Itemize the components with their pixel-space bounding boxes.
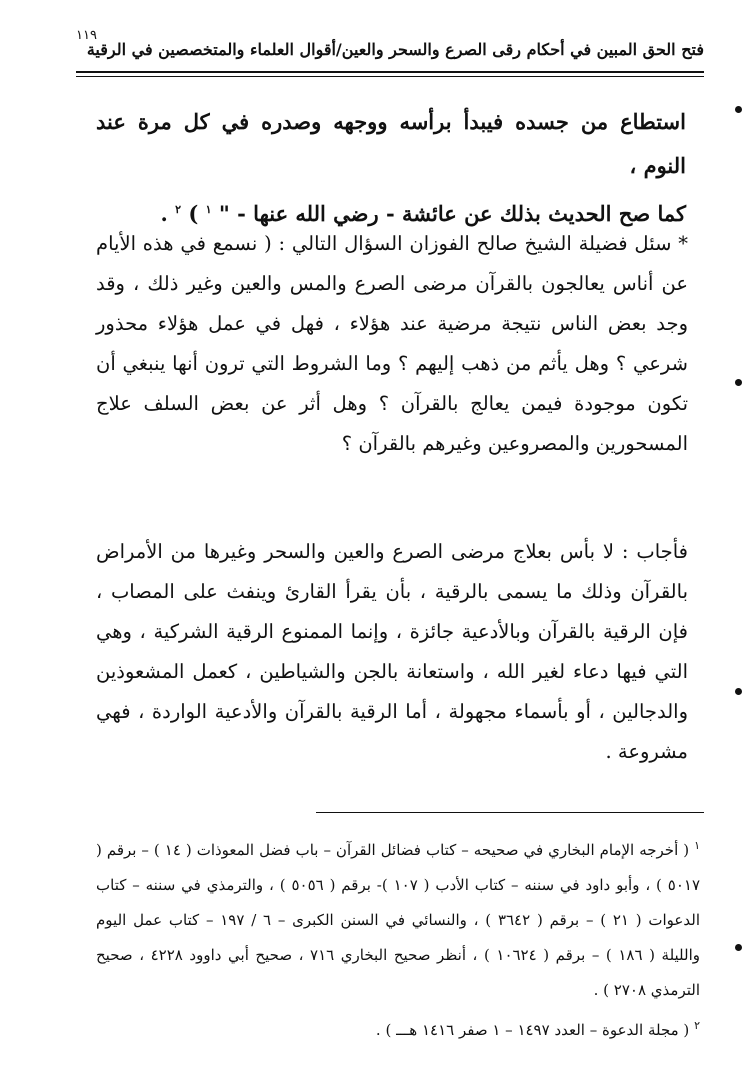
page-number: ١١٩ [76, 28, 97, 43]
footnote-2 [96, 1008, 700, 1048]
footnotes [96, 828, 700, 1048]
footnote-1-number: ١ [694, 839, 700, 852]
footnote-separator [316, 812, 704, 813]
running-header [76, 28, 704, 68]
footnote-2-number: ٢ [694, 1019, 700, 1032]
footnote-2-text: ( مجلة الدعوة – العدد ١٤٩٧ – ١ صفر ١٤١٦ هـــ ) . [375, 1021, 690, 1039]
margin-dot-4 [735, 944, 742, 951]
question-paragraph [96, 224, 688, 464]
header-rule-thin [76, 76, 704, 77]
book-title: فتح الحق المبين في أحكام رقى الصرع والسحر والعين/أقوال العلماء والمتخصصين في الرقية [86, 40, 704, 59]
lead-line-2: كما صح الحديث بذلك عن عائشة - رضي الله عنها - " [211, 201, 686, 226]
footnote-ref-1: ١ [205, 203, 212, 216]
footnote-ref-2: ٢ [175, 203, 182, 216]
header-rule [76, 71, 704, 73]
margin-dot-1 [735, 106, 742, 113]
lead-paragraph [96, 100, 686, 236]
footnote-1-text: ( أخرجه الإمام البخاري في صحيحه – كتاب فضائل القرآن – باب فضل المعوذات ( ١٤ ) – برقم ( ٥٠١٧ ) ، وأبو داود في سننه – كتاب الأدب ( ١٠٧ )- برقم ( ٥٠٥٦ ) ، والترمذي في سننه – كتاب الدعوات ( ٢١ ) – برقم ( ٣٦٤٢ ) ، والنسائي في السنن الكبرى – ٦ / ١٩٧ – كتاب عمل اليوم والليلة ( ١٨٦ ) – برقم ( ١٠٦٢٤ ) ، أنظر صحيح البخاري ٧١٦ ، صحيح أبي داوود ٤٢٢٨ ، صحيح الترمذي ٢٧٠٨ ) . [96, 841, 701, 999]
question-marker: * [678, 232, 689, 255]
answer-text: فأجاب : لا بأس بعلاج مرضى الصرع والعين والسحر وغيرها من الأمراض بالقرآن وذلك ما يسمى بالرقية ، بأن يقرأ القارئ وينفث على المصاب ، فإن الرقية بالقرآن وبالأدعية جائزة ، وإنما الممنوع الرقية الشركية ، وهي التي فيها دعاء لغير الله ، واستعانة بالجن والشياطين ، كعمل المشعوذين والدجالين ، أو بأسماء مجهولة ، أما الرقية بالقرآن والأدعية الواردة ، فهي مشروعة . [96, 540, 688, 763]
lead-line-1: استطاع من جسده فيبدأ برأسه ووجهه وصدره في كل مرة عند النوم ، [96, 109, 686, 178]
lead-tail: . [160, 201, 176, 226]
margin-dot-2 [735, 379, 742, 386]
question-text: سئل فضيلة الشيخ صالح الفوزان السؤال التالي : ( نسمع في هذه الأيام عن أناس يعالجون بالقرآن مرضى الصرع والمس والعين وغير ذلك ، وقد وجد بعض الناس نتيجة مرضية عند هؤلاء ، فهل في عمل هؤلاء محذور شرعي ؟ وهل يأثم من ذهب إليهم ؟ وما الشروط التي ترون أنها ينبغي أن تكون موجودة فيمن يعالج بالقرآن ؟ وهل أثر عن بعض السلف علاج المسحورين والمصروعين وغيرهم بالقرآن ؟ [96, 232, 688, 455]
lead-close: ) [181, 201, 206, 226]
answer-paragraph [96, 532, 688, 772]
margin-dot-3 [735, 688, 742, 695]
footnote-1 [96, 828, 700, 1008]
